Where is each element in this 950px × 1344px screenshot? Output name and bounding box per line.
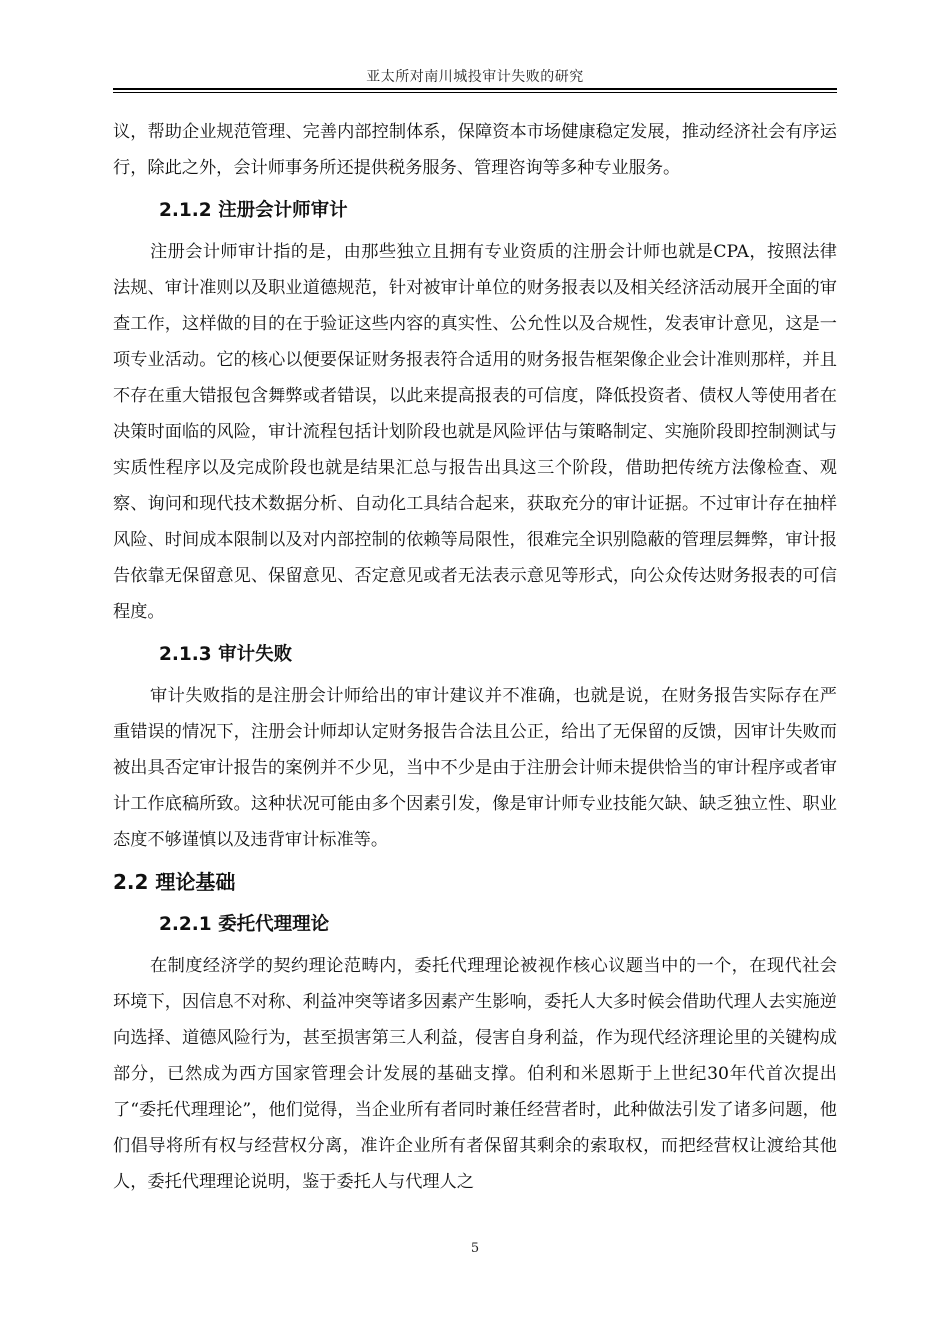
heading-2-1-3: 2.1.3 审计失败 bbox=[159, 644, 293, 665]
heading-2-2-1: 2.2.1 委托代理理论 bbox=[159, 914, 330, 935]
paragraph-cpa-audit: 注册会计师审计指的是，由那些独立且拥有专业资质的注册会计师也就是CPA，按照法律法规、审计准则以及职业道德规范，针对被审计单位的财务报表以及相关经济活动展开全面的审查工作，这样做的目的在于验证这些内容的真实性、公允性以及合规性，发表审计意见，这是一项专业活动。它的核心以便要保证财务报表符合适用的财务报告框架像企业会计准则那样，并且不存在重大错报包含舞弊或者错误，以此来提高报表的可信度，降低投资者、债权人等使用者在决策时面临的风险，审计流程包括计划阶段也就是风险评估与策略制定、实施阶段即控制测试与实质性程序以及完成阶段也就是结果汇总与报告出具这三个阶段，借助把传统方法像检查、观察、询问和现代技术数据分析、自动化工具结合起来，获取充分的审计证据。不过审计存在抽样风险、时间成本限制以及对内部控制的依赖等局限性，很难完全识别隐蔽的管理层舞弊，审计报告依靠无保留意见、保留意见、否定意见或者无法表示意见等形式，向公众传达财务报表的可信程度。 bbox=[113, 242, 837, 622]
heading-2-2: 2.2 理论基础 bbox=[113, 870, 236, 894]
paragraph-continuation: 议，帮助企业规范管理、完善内部控制体系，保障资本市场健康稳定发展，推动经济社会有序运行，除此之外，会计师事务所还提供税务服务、管理咨询等多种专业服务。 bbox=[113, 122, 837, 178]
header-rule-thin bbox=[113, 92, 837, 93]
running-header: 亚太所对南川城投审计失败的研究 bbox=[366, 69, 584, 85]
paragraph-principal-agent: 在制度经济学的契约理论范畴内，委托代理理论被视作核心议题当中的一个，在现代社会环境下，因信息不对称、利益冲突等诸多因素产生影响，委托人大多时候会借助代理人去实施逆向选择、道德风险行为，甚至损害第三人利益，侵害自身利益，作为现代经济理论里的关键构成部分，已然成为西方国家管理会计发展的基础支撑。伯利和米恩斯于上世纪30年代首次提出了“委托代理理论”，他们觉得，当企业所有者同时兼任经营者时，此种做法引发了诸多问题，他们倡导将所有权与经营权分离，准许企业所有者保留其剩余的索取权，而把经营权让渡给其他人，委托代理理论说明，鉴于委托人与代理人之 bbox=[113, 956, 837, 1192]
paragraph-audit-failure: 审计失败指的是注册会计师给出的审计建议并不准确，也就是说，在财务报告实际存在严重错误的情况下，注册会计师却认定财务报告合法且公正，给出了无保留的反馈，因审计失败而被出具否定审计报告的案例并不少见，当中不少是由于注册会计师未提供恰当的审计程序或者审计工作底稿所致。这种状况可能由多个因素引发，像是审计师专业技能欠缺、缺乏独立性、职业态度不够谨慎以及违背审计标准等。 bbox=[113, 686, 837, 850]
header-rule bbox=[113, 88, 837, 90]
body-text bbox=[113, 114, 837, 1200]
page-number: 5 bbox=[470, 1241, 480, 1256]
heading-2-1-2: 2.1.2 注册会计师审计 bbox=[159, 200, 348, 221]
